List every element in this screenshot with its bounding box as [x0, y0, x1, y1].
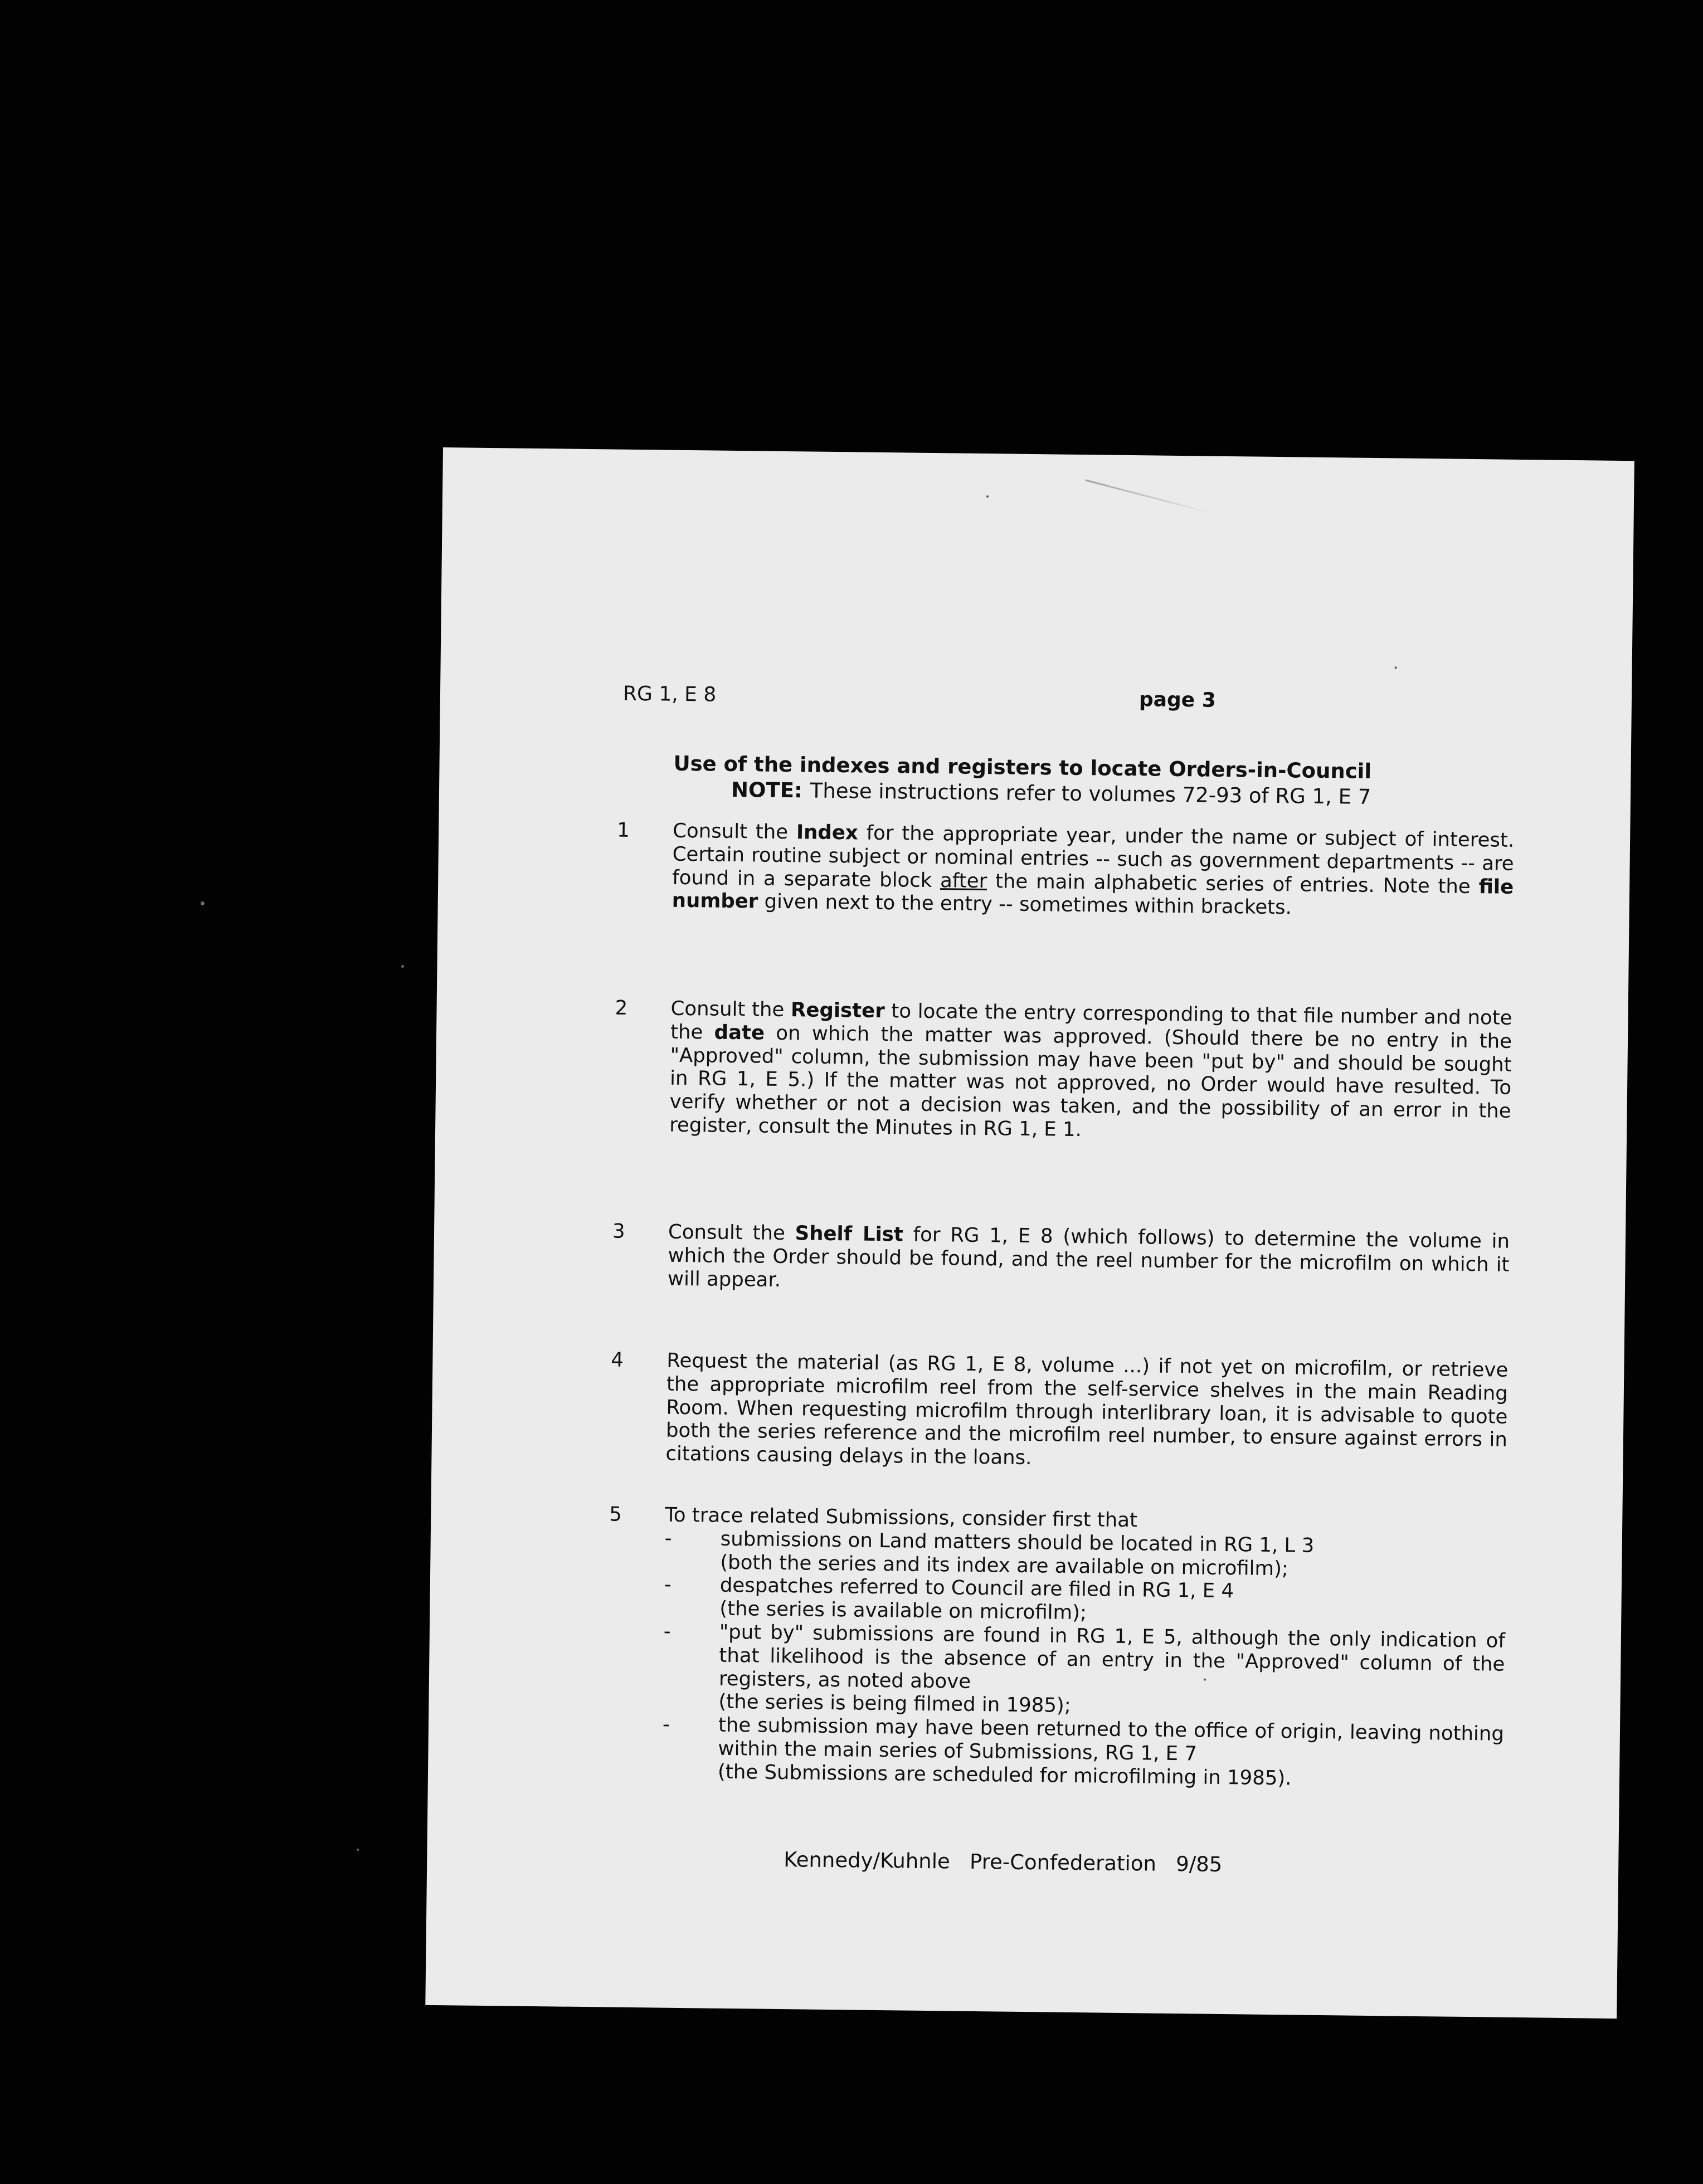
sub-item-note: (both the series and its index are available on microfilm);: [720, 1551, 1289, 1580]
instruction-item-2: [614, 997, 1563, 1147]
item-text: Consult the Index for the appropriate year, under the name or subject of interest. Certain routine subject or nominal entries -- such as government departments -- are found in a separate block after the main alphabetic series of entries. Note the file number given next to the entry -- sometimes within brackets.: [672, 819, 1515, 919]
file-number-term: file number: [672, 875, 1514, 913]
bullet-dash: -: [663, 1620, 671, 1643]
bullet-dash: -: [664, 1527, 672, 1550]
after-emphasis: after: [940, 869, 987, 893]
heading-title: Use of the indexes and registers to locate Orders-in-Council: [673, 751, 1372, 783]
sub-item-text: the submission may have been returned to the office of origin, leaving nothing within the main series of Submissions, RG 1, E 7: [718, 1713, 1505, 1766]
instruction-item-4: [610, 1349, 1558, 1476]
item-text: Request the material (as RG 1, E 8, volume ...) if not yet on microfilm, or retrieve the appropriate microfilm reel from the self-service shelves in the main Reading Room. When requesting microfilm through interlibrary loan, it is advisable to quote both the series reference and the microfilm reel number, to ensure against errors in citations causing delays in the loans.: [665, 1349, 1509, 1470]
sub-item: [663, 1620, 1505, 1723]
sub-item-note: (the series is being filmed in 1985);: [718, 1690, 1071, 1718]
shelf-list-term: Shelf List: [795, 1222, 904, 1246]
register-term: Register: [790, 998, 885, 1023]
sub-item-note: (the series is available on microfilm);: [719, 1597, 1087, 1625]
item-text: Consult the Register to locate the entry corresponding to that file number and note the date on which the matter was approved. (Should there be no entry in the "Approved" column, the submission may have been "put by" and should be sought in RG 1, E 5.) If the matter was not approved, no Order would have resulted. To verify whether or not a decision was taken, and the possibility of an error in the register, consult the Minutes in RG 1, E 1.: [669, 997, 1512, 1142]
item-number: 1: [616, 818, 630, 842]
date-term: date: [714, 1021, 765, 1045]
bullet-dash: -: [664, 1573, 672, 1597]
document-page: [425, 447, 1634, 2019]
item-number: 5: [609, 1503, 622, 1526]
item-number: 2: [615, 996, 628, 1020]
document-footer: Kennedy/Kuhnle Pre-Confederation 9/85: [784, 1847, 1223, 1877]
sub-item-text: "put by" submissions are found in RG 1, E 5, although the only indication of that likelihood is the absence of an entry in the "Approved" column of the registers, as noted above: [718, 1620, 1506, 1693]
item-text: To trace related Submissions, consider first that: [665, 1503, 1138, 1532]
page-blemish: [1395, 666, 1397, 669]
instruction-item-3: [612, 1220, 1560, 1301]
note-text: These instructions refer to volumes 72-93 of RG 1, E 7: [810, 778, 1371, 809]
sub-item-text: submissions on Land matters should be located in RG 1, L 3: [720, 1527, 1315, 1557]
item-text: Consult the Shelf List for RG 1, E 8 (which follows) to determine the volume in which the Order should be found, and the reel number for the microfilm on which it will appear.: [667, 1220, 1510, 1291]
item-number: 4: [611, 1348, 624, 1372]
bullet-dash: -: [662, 1713, 670, 1736]
dust-speck: [201, 901, 205, 905]
page-scratch: [1085, 479, 1209, 513]
page-number: page 3: [1138, 688, 1217, 712]
note-label: NOTE:: [731, 777, 803, 803]
index-term: Index: [796, 821, 859, 845]
item-number: 3: [612, 1220, 625, 1243]
record-group-reference: RG 1, E 8: [622, 682, 717, 706]
sub-item: [662, 1713, 1504, 1793]
instruction-item-1: [616, 819, 1565, 923]
page-blemish: [986, 495, 989, 498]
instructions-heading: [673, 751, 1510, 812]
instruction-item-5: [606, 1503, 1557, 1793]
dust-speck: [357, 1849, 359, 1851]
sub-item-text: despatches referred to Council are filed in RG 1, E 4: [719, 1574, 1234, 1603]
dust-speck: [401, 965, 404, 968]
sub-item-note: (the Submissions are scheduled for microfilming in 1985).: [717, 1760, 1292, 1790]
